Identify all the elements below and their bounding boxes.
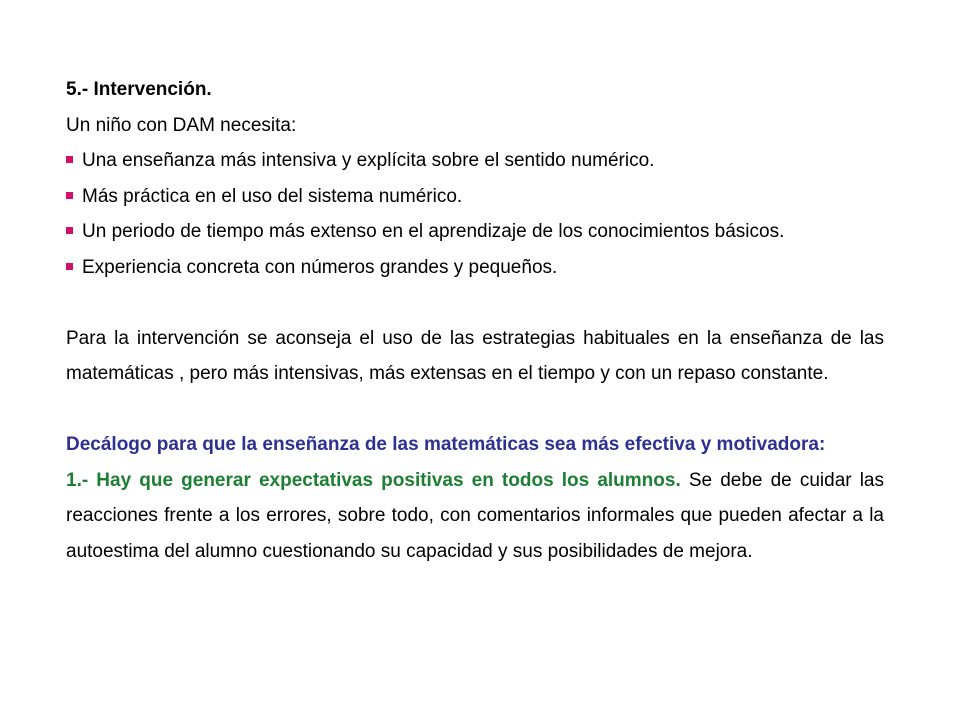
point-title: 1.- Hay que generar expectativas positivas en todos los alumnos. [66, 469, 681, 491]
square-bullet-icon [66, 263, 73, 270]
list-item [66, 214, 884, 250]
list-item [66, 179, 884, 215]
list-item-text: Un periodo de tiempo más extenso en el aprendizaje de los conocimientos básicos. [82, 221, 785, 242]
list-item-text: Más práctica en el uso del sistema numérico. [82, 185, 463, 207]
list-item [66, 250, 884, 286]
spacer [66, 392, 884, 428]
list-item-text: Experiencia concreta con números grandes y pequeños. [82, 256, 558, 278]
text-content [66, 72, 884, 569]
decalogue-title: Decálogo para que la enseñanza de las matemáticas sea más efectiva y motivadora: [66, 434, 826, 455]
decalogue-point-1 [66, 463, 884, 570]
square-bullet-icon [66, 227, 73, 234]
intro-text: Un niño con DAM necesita: [66, 114, 297, 136]
intervention-paragraph: Para la intervención se aconseja el uso de las estrategias habituales en la enseñanza de las matemáticas , pero más intensivas, más extensas en el tiempo y con un repaso constante. [66, 327, 884, 384]
list-item-text: Una enseñanza más intensiva y explícita sobre el sentido numérico. [82, 150, 655, 171]
square-bullet-icon [66, 192, 73, 199]
section-heading: 5.- Intervención. [66, 79, 212, 100]
list-item [66, 143, 884, 179]
point-body: Se debe de cuidar las reacciones frente a los errores, sobre todo, con comentarios informales que pueden afectar a la autoestima del alumno cuestionando su capacidad y sus posibilidades de mejora. [66, 469, 885, 562]
spacer [66, 285, 884, 321]
square-bullet-icon [66, 156, 73, 163]
